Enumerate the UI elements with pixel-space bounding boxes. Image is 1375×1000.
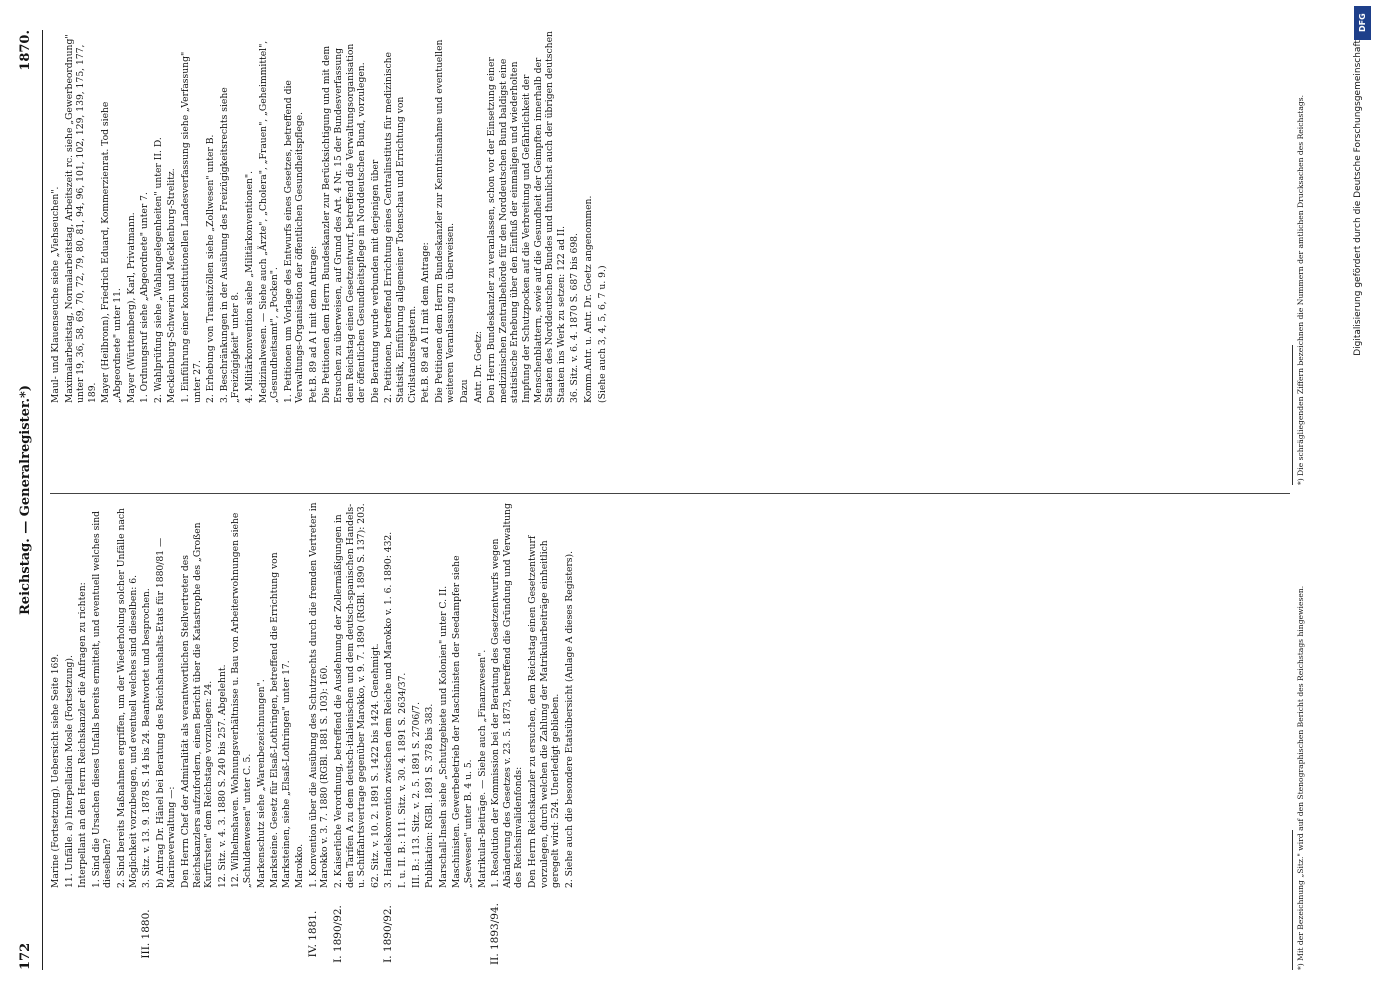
entry-text: 2. Kaiserliche Verordnung, betreffend die Ausdehnung der Zollermäßigungen in den Tarifen A zu dem deutsch-italienischen und dem deutsch-spanischen Handels- u. Schiffahrtsvertrage gegenüber Marokko, v. 9. 7. 1890 (RGBl. 1890 S. 137): 203. <box>333 503 368 888</box>
entry-text: Mecklenburg-Schwerin und Mecklenburg-Strelitz. <box>166 168 178 403</box>
header-rule <box>42 30 43 970</box>
entry-text: Den Herrn Chef der Admiralität als verantwortlichen Stellvertreter des Reichskanzlers aufzufordern, einen Bericht über die Katastrophe des „Großen Kurfürsten" dem Reichstage vorzulegen: 24. <box>179 522 215 888</box>
entry-text: 12. Wilhelmshaven. Wohnungsverhältnisse u. Bau von Arbeiterwohnungen siehe „Schuldenwesen" unter C. 5. <box>230 512 253 888</box>
register-entry <box>100 30 123 485</box>
register-entry <box>527 500 562 970</box>
register-entry <box>564 500 576 970</box>
year-label: 1870. <box>18 30 33 71</box>
register-entry <box>258 30 281 485</box>
entry-text: 2. Siehe auch die besondere Etatsübersicht (Anlage A dieses Registers). <box>563 551 575 888</box>
entry-text: Den Herrn Reichskanzler zu ersuchen, dem Reichstag einen Gesetzentwurf vorzulegen, durch welchen die Zahlung der Matrikularbeiträge einheitlich geregelt wird: 524. Unerledigt geblieben. <box>526 535 562 888</box>
register-entry <box>569 30 581 485</box>
entry-text: 2. Petitionen, betreffend Errichtung eines Centralinstituts für medizinische Statistik, Einführung allgemeiner Totenschau und Errichtung von Civilstandsregistern. <box>383 52 418 403</box>
entry-text: 1. Resolution der Kommission bei der Beratung des Gesetzentwurfs wegen Abänderung des Gesetzes v. 23. 5. 1873, betreffend die Gründung und Verwaltung des Reichsinvalidenfonds: <box>490 503 525 888</box>
register-entry <box>370 500 382 970</box>
entry-text: III. B.: 113. Sitz. v. 2. 5. 1891 S. 2706/7. <box>410 701 422 888</box>
entry-text: Medizinalwesen. — Siehe auch „Ärzte", „Cholera", „Frauen", „Geheimmittel", „Gesundheitsamt", „Pocken". <box>257 40 281 403</box>
register-entry <box>308 30 320 485</box>
entry-text: (Siehe auch 3, 4, 5, 6, 7 u. 9.) <box>596 265 608 403</box>
entry-text: Die Petitionen dem Herrn Bundeskanzler zur Kenntnisnahme und eventuellen weiteren Veranlassung zu überweisen. <box>433 39 457 403</box>
entry-text: Publikation: RGBl. 1891 S. 378 bis 383. <box>424 703 436 888</box>
entry-text: Pet.B. 89 ad A II mit dem Antrage: <box>420 242 432 403</box>
entry-text: Maximalarbeitstag, Normalarbeitstag, Arbeitszeit rc. siehe „Gewerbeordnung" unter 19, 36, 58, 69, 70, 72, 79, 80, 81, 94, 96, 101, 102, 129, 139, 175, 177, 189. <box>63 34 98 403</box>
entry-text: 1. Sind die Ursachen dieses Unfalls bereits ermittelt, und eventuell welches sind dieselben? <box>90 510 114 888</box>
footnote-rule-left <box>1292 830 1293 970</box>
register-entry <box>597 30 609 485</box>
entry-text: Den Herrn Bundeskanzler zu veranlassen, schon vor der Einsetzung einer medizinischen Zentralbehörde für den Norddeutschen Bund baldigst eine statistische Erhebung über den Einfluß der einmaligen und wiederholten Impfung der Schutzpocken auf die Verbreitung und Gefährlichkeit der Menschenblattern, sowie auf die Gesundheit der Geimpften innerhalb der Staaten des Norddeutschen Bundes und thunlichst auch der übrigen deutschen Staaten ins Werk zu setzen: 122 ad II. <box>486 31 567 403</box>
session-label: I. 1890/92. <box>332 905 345 963</box>
session-label: II. 1893/94. <box>489 903 502 965</box>
entry-text: 2. Sind bereits Maßnahmen ergriffen, um der Wiederholung solcher Unfälle nach Möglichkeit vorzubeugen, und eventuell welches sind dieselben: 6. <box>115 508 139 888</box>
footnote-rule-right <box>1292 345 1293 485</box>
register-entry <box>383 500 395 970</box>
register-entry <box>383 30 418 485</box>
register-entry <box>490 500 525 970</box>
entry-text: 3. Handelskonvention zwischen dem Reiche und Marokko v. 1. 6. 1890: 432. <box>383 531 395 888</box>
page-number: 172 <box>18 942 33 970</box>
register-entry <box>451 500 474 970</box>
register-entry <box>294 500 306 970</box>
entry-text: Die Beratung wurde verbunden mit derjenigen über <box>369 159 381 403</box>
register-entry <box>180 30 203 485</box>
entry-text: Matrikular-Beiträge. — Siehe auch „Finanzwesen". <box>476 649 488 888</box>
entry-text: Die Petitionen dem Herrn Bundeskanzler zur Berücksichtigung und mit dem Ersuchen zu überweisen, auf Grund des Art. 4 Nr. 15 der Bundesverfassung dem Reichstag einen Gesetzentwurf, betreffend die Verwaltungsorganisation der öffentlichen Gesundheitspflege im Norddeutschen Bund, vorzulegen. <box>321 43 368 403</box>
entry-text: 2. Erhebung von Transitzöllen siehe „Zollwesen" unter B. <box>205 134 217 403</box>
entry-text: Marksteine. Gesetz für Elsaß-Lothringen, betreffend die Errichtung von Marksteinen, siehe „Elsaß-Lothringen" unter 17. <box>269 552 292 888</box>
page-header <box>18 30 38 970</box>
footnote-left: *) Mit der Bezeichnung „Sitz." wird auf den Stenographischen Bericht des Reichstags hingewiesen. <box>1296 585 1305 970</box>
register-entry <box>91 500 114 970</box>
entry-text: 2. Wahlprüfung siehe „Wahlangelegenheiten" unter II. D. <box>152 137 164 403</box>
register-entry <box>166 30 178 485</box>
register-entry <box>230 500 253 970</box>
entry-text: Interpellant an den Herrn Reichskanzler die Anfragen zu richten: <box>77 582 89 888</box>
session-label: IV. 1881. <box>306 910 319 958</box>
register-entry <box>64 500 76 970</box>
register-entry <box>370 30 382 485</box>
register-entry <box>77 500 89 970</box>
register-entry <box>420 30 432 485</box>
entry-text: 3. Sitz. v. 13. 9. 1878 S. 14 bis 24. Beantwortet und besprochen. <box>141 588 153 888</box>
register-entry <box>180 500 215 970</box>
entry-text: Marine (Fortsetzung). Uebersicht siehe Seite 169. <box>50 653 61 888</box>
register-entry <box>50 30 62 485</box>
entry-text: Antr. Dr. Goetz: <box>472 331 484 403</box>
register-entry <box>217 500 229 970</box>
dfg-credit: Digitalisierung gefördert durch die Deutsche Forschungsgemeinschaft <box>1353 40 1363 356</box>
register-entry <box>219 30 242 485</box>
entry-text: Dazu <box>459 379 470 403</box>
register-entry <box>205 30 217 485</box>
entry-text: 3. Beschränkungen in der Ausübung des Freizügigkeitsrechts siehe „Freizügigkeit" unter 8. <box>218 87 242 403</box>
entry-text: Komm.Antr. u. Antr. Dr. Goetz angenommen. <box>582 195 594 403</box>
entry-text: Mayer (Württemberg), Karl, Privatmann. <box>125 212 137 403</box>
right-column <box>50 30 610 485</box>
register-entry <box>438 500 450 970</box>
register-entry <box>486 30 567 485</box>
entry-text: Marschall-Inseln siehe „Schutzgebiete und Kolonien" unter C. II. <box>437 585 449 888</box>
entry-text: 12. Sitz. v. 4. 3. 1880 S. 240 bis 257. Abgelehnt. <box>216 664 228 888</box>
entry-text: Mayer (Heilbronn), Friedrich Eduard, Kommerzienrat. Tod siehe „Abgeordnete" unter 11. <box>100 101 123 403</box>
entry-text: 4. Militärkonvention siehe „Militärkonventionen". <box>243 170 255 403</box>
register-entry <box>333 500 368 970</box>
entry-text: 1. Einführung einer konstitutionellen Landesverfassung siehe „Verfassung" unter 27. <box>179 51 203 403</box>
register-entry <box>126 30 138 485</box>
register-entry <box>153 30 165 485</box>
register-entry <box>141 500 153 970</box>
register-entry <box>50 500 62 970</box>
session-label: III. 1880. <box>140 909 153 959</box>
register-entry <box>397 500 409 970</box>
entry-text: Markenschutz siehe „Warenbezeichnungen". <box>255 679 267 888</box>
register-entry <box>477 500 489 970</box>
entry-text: Maschinisten. Gewerbebetrieb der Maschinisten der Seedampfer siehe „Seewesen" unter B. 4 u. 5. <box>451 555 474 888</box>
entry-text: Maul- und Klauenseuche siehe „Viehseuchen". <box>50 186 61 403</box>
left-column <box>50 500 577 970</box>
digitization-sidebar <box>1353 0 1371 1000</box>
session-label: I. 1890/92. <box>382 905 395 963</box>
entry-text: 36. Sitz. v. 6. 4. 1870 S. 687 bis 698. <box>569 233 581 403</box>
entry-text: b) Antrag Dr. Hänel bei Beratung des Reichshaushalts-Etats für 1880/81 — Marineverwaltung —: <box>154 537 178 888</box>
entry-text: Pet.B. 89 ad A I mit dem Antrage: <box>307 245 319 403</box>
register-entry <box>424 500 436 970</box>
entry-text: 1. Ordnungsruf siehe „Abgeordnete" unter 7. <box>139 192 151 403</box>
register-entry <box>269 500 292 970</box>
entry-text: 11. Unfälle. a) Interpellation Mosle (Fortsetzung). <box>63 655 75 888</box>
register-entry <box>283 30 306 485</box>
register-entry <box>583 30 595 485</box>
register-entry <box>308 500 331 970</box>
register-entry <box>321 30 367 485</box>
entry-text: 62. Sitz. v. 10. 2. 1891 S. 1422 bis 1424. Genehmigt. <box>369 643 381 888</box>
dfg-logo: DFG <box>1354 6 1371 40</box>
entry-text: I. u. II. B.: 111. Sitz. v. 30. 4. 1891 S. 2634/37. <box>397 672 409 888</box>
register-entry <box>256 500 268 970</box>
register-entry <box>116 500 139 970</box>
entry-text: 1. Konvention über die Ausübung des Schutzrechts durch die fremden Vertreter in Marokko v. 3. 7. 1880 (RGBl. 1881 S. 103): 160. <box>307 502 331 888</box>
page-title: Reichstag. — Generalregister.*) <box>18 385 33 615</box>
register-entry <box>155 500 178 970</box>
register-entry <box>139 30 151 485</box>
register-entry <box>411 500 423 970</box>
register-entry <box>459 30 471 485</box>
column-divider <box>50 493 1290 494</box>
entry-text: 1. Petitionen um Vorlage des Entwurfs eines Gesetzes, betreffend die Verwaltungs-Organisation der öffentlichen Gesundheitspflege. <box>282 80 306 403</box>
footnote-right: *) Die schrägliegenden Ziffern bezeichnen die Nummern der amtlichen Drucksachen des Reichstags. <box>1296 94 1305 485</box>
register-entry <box>244 30 256 485</box>
register-entry <box>434 30 457 485</box>
register-entry <box>473 30 485 485</box>
entry-text: Marokko. <box>294 843 306 888</box>
register-entry <box>64 30 99 485</box>
